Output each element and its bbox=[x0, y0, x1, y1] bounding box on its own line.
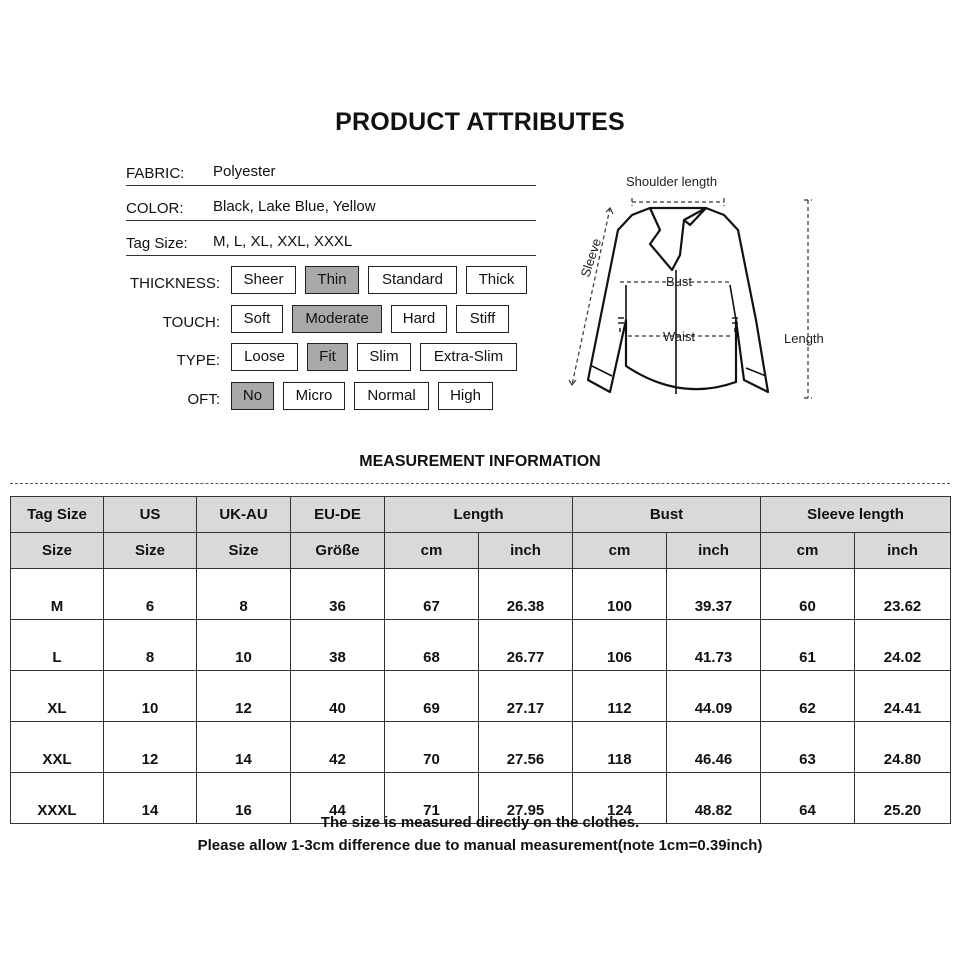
note-measured: The size is measured directly on the clothes. bbox=[320, 814, 640, 831]
table-cell: 16 bbox=[197, 773, 291, 824]
table-cell: 68 bbox=[385, 620, 479, 671]
table-cell: 8 bbox=[197, 569, 291, 620]
table-cell: 27.17 bbox=[479, 671, 573, 722]
table-cell: 24.02 bbox=[855, 620, 951, 671]
subheader: Größe bbox=[291, 533, 385, 569]
table-cell: L bbox=[11, 620, 104, 671]
table-cell: 44 bbox=[291, 773, 385, 824]
header-us: US bbox=[104, 497, 197, 533]
attr-row-fabric bbox=[126, 155, 536, 186]
attr-key: COLOR: bbox=[126, 200, 184, 217]
diagram-label-shoulder: Shoulder length bbox=[626, 174, 718, 189]
table-cell: 39.37 bbox=[667, 569, 761, 620]
table-row bbox=[11, 671, 951, 722]
table-cell: 10 bbox=[197, 620, 291, 671]
option-high[interactable]: High bbox=[438, 382, 493, 410]
subheader: Size bbox=[11, 533, 104, 569]
header-sleeve-length: Sleeve length bbox=[761, 497, 951, 533]
diagram-label-waist: Waist bbox=[663, 329, 696, 344]
table-cell: 63 bbox=[761, 722, 855, 773]
option-soft[interactable]: Soft bbox=[231, 305, 283, 333]
table-cell: 25.20 bbox=[855, 773, 951, 824]
subheader: inch bbox=[855, 533, 951, 569]
option-stiff[interactable]: Stiff bbox=[456, 305, 509, 333]
subheader: cm bbox=[761, 533, 855, 569]
measurement-title: MEASUREMENT INFORMATION bbox=[359, 453, 601, 470]
table-cell: 70 bbox=[385, 722, 479, 773]
table-cell: 48.82 bbox=[667, 773, 761, 824]
subheader: inch bbox=[667, 533, 761, 569]
table-cell: 14 bbox=[104, 773, 197, 824]
option-slim[interactable]: Slim bbox=[357, 343, 411, 371]
diagram-label-length: Length bbox=[784, 331, 824, 346]
option-fit[interactable]: Fit bbox=[307, 343, 348, 371]
table-cell: 12 bbox=[104, 722, 197, 773]
table-cell: 118 bbox=[573, 722, 667, 773]
table-cell: XXXL bbox=[11, 773, 104, 824]
diagram-label-sleeve: Sleeve bbox=[577, 236, 605, 279]
attr-value: M, L, XL, XXL, XXXL bbox=[213, 233, 353, 250]
oft-label: OFT: bbox=[187, 391, 220, 408]
table-cell: 40 bbox=[291, 671, 385, 722]
attr-row-color bbox=[126, 190, 536, 221]
table-cell: 23.62 bbox=[855, 569, 951, 620]
subheader: Size bbox=[104, 533, 197, 569]
table-cell: 42 bbox=[291, 722, 385, 773]
option-thick[interactable]: Thick bbox=[466, 266, 527, 294]
table-cell: 8 bbox=[104, 620, 197, 671]
table-cell: 12 bbox=[197, 671, 291, 722]
table-cell: M bbox=[11, 569, 104, 620]
option-extra-slim[interactable]: Extra-Slim bbox=[420, 343, 517, 371]
table-cell: XL bbox=[11, 671, 104, 722]
header-uk-au: UK-AU bbox=[197, 497, 291, 533]
attr-key: Tag Size: bbox=[126, 235, 188, 252]
table-row bbox=[11, 722, 951, 773]
type-label: TYPE: bbox=[176, 352, 220, 369]
table-cell: 71 bbox=[385, 773, 479, 824]
header-eu-de: EU-DE bbox=[291, 497, 385, 533]
header-bust: Bust bbox=[573, 497, 761, 533]
option-loose[interactable]: Loose bbox=[231, 343, 298, 371]
table-cell: 106 bbox=[573, 620, 667, 671]
thickness-label: THICKNESS: bbox=[129, 275, 220, 292]
attr-value: Black, Lake Blue, Yellow bbox=[213, 198, 376, 215]
option-thin[interactable]: Thin bbox=[305, 266, 359, 294]
table-cell: 64 bbox=[761, 773, 855, 824]
table-cell: 24.41 bbox=[855, 671, 951, 722]
option-moderate[interactable]: Moderate bbox=[292, 305, 382, 333]
subheader: cm bbox=[385, 533, 479, 569]
note-difference: Please allow 1-3cm difference due to manual measurement(note 1cm=0.39inch) bbox=[197, 837, 763, 854]
attr-value: Polyester bbox=[213, 163, 276, 180]
table-cell: 62 bbox=[761, 671, 855, 722]
subheader: cm bbox=[573, 533, 667, 569]
table-cell: 26.38 bbox=[479, 569, 573, 620]
table-cell: 124 bbox=[573, 773, 667, 824]
touch-label: TOUCH: bbox=[162, 314, 220, 331]
diagram-label-bust: Bust bbox=[666, 274, 693, 289]
divider bbox=[10, 483, 950, 484]
option-no[interactable]: No bbox=[231, 382, 274, 410]
table-cell: 69 bbox=[385, 671, 479, 722]
measurement-table bbox=[10, 496, 951, 824]
table-cell: 61 bbox=[761, 620, 855, 671]
table-cell: 46.46 bbox=[667, 722, 761, 773]
header-tag-size: Tag Size bbox=[11, 497, 104, 533]
table-cell: 26.77 bbox=[479, 620, 573, 671]
option-hard[interactable]: Hard bbox=[391, 305, 447, 333]
header-length: Length bbox=[385, 497, 573, 533]
page-title: PRODUCT ATTRIBUTES bbox=[335, 108, 625, 136]
option-standard[interactable]: Standard bbox=[368, 266, 457, 294]
subheader: inch bbox=[479, 533, 573, 569]
table-cell: 10 bbox=[104, 671, 197, 722]
jacket-diagram-icon bbox=[560, 170, 860, 410]
table-row bbox=[11, 620, 951, 671]
table-cell: XXL bbox=[11, 722, 104, 773]
table-cell: 44.09 bbox=[667, 671, 761, 722]
table-cell: 41.73 bbox=[667, 620, 761, 671]
table-cell: 60 bbox=[761, 569, 855, 620]
table-cell: 24.80 bbox=[855, 722, 951, 773]
option-normal[interactable]: Normal bbox=[354, 382, 429, 410]
table-cell: 27.56 bbox=[479, 722, 573, 773]
subheader: Size bbox=[197, 533, 291, 569]
attr-key: FABRIC: bbox=[126, 165, 185, 182]
table-cell: 27.95 bbox=[479, 773, 573, 824]
table-cell: 14 bbox=[197, 722, 291, 773]
table-cell: 36 bbox=[291, 569, 385, 620]
table-cell: 112 bbox=[573, 671, 667, 722]
option-micro[interactable]: Micro bbox=[283, 382, 345, 410]
table-cell: 6 bbox=[104, 569, 197, 620]
attr-row-tag-size bbox=[126, 225, 536, 256]
option-sheer[interactable]: Sheer bbox=[231, 266, 296, 294]
table-row bbox=[11, 569, 951, 620]
table-cell: 38 bbox=[291, 620, 385, 671]
table-cell: 100 bbox=[573, 569, 667, 620]
table-cell: 67 bbox=[385, 569, 479, 620]
